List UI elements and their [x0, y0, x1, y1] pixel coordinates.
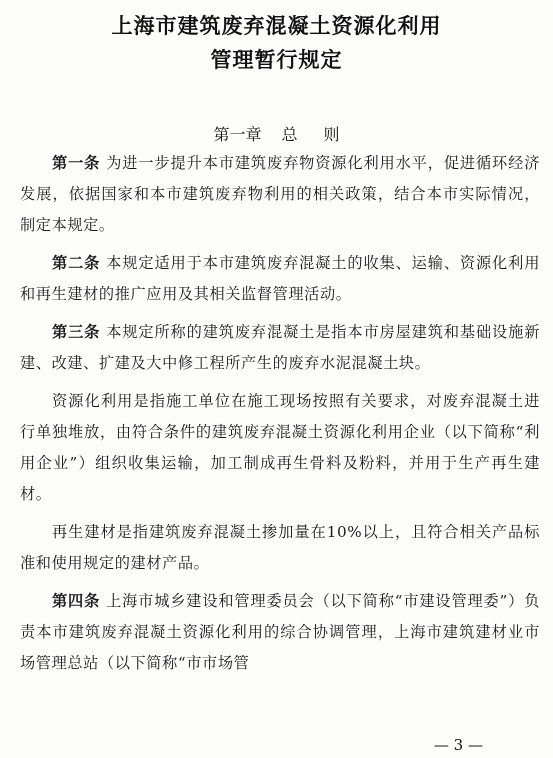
article-4 [20, 586, 540, 679]
article-2-text: 本规定适用于本市建筑废弃混凝土的收集、运输、资源化利用和再生建材的推广应用及其相关监督管理活动。 [20, 254, 540, 303]
chapter-title-char2: 则 [323, 125, 340, 144]
article-3 [20, 317, 540, 379]
article-3-paragraph-2 [20, 386, 540, 510]
article-1-lead: 第一条 [52, 154, 101, 172]
article-3-paragraph-3 [20, 517, 540, 579]
article-2-lead: 第二条 [52, 254, 101, 272]
paragraph-text: 再生建材是指建筑废弃混凝土掺加量在10%以上，且符合相关产品标准和使用规定的建材产品。 [20, 523, 540, 572]
chapter-number: 第一章 [213, 125, 262, 144]
article-4-text: 上海市城乡建设和管理委员会（以下简称“市建设管理委”）负责本市建筑废弃混凝土资源化利用的综合协调管理，上海市建筑建材业市场管理总站（以下简称“市市场管 [20, 592, 540, 672]
article-4-lead: 第四条 [52, 592, 101, 610]
article-3-lead: 第三条 [52, 323, 101, 341]
article-2 [20, 248, 540, 310]
chapter-title-char1: 总 [281, 125, 298, 144]
document-title-line2: 管理暂行规定 [210, 48, 343, 72]
article-1 [20, 148, 540, 241]
article-3-text: 本规定所称的建筑废弃混凝土是指本市房屋建筑和基础设施新建、改建、扩建及大中修工程所产生的废弃水泥混凝土块。 [20, 323, 540, 372]
paragraph-text: 资源化利用是指施工单位在施工现场按照有关要求，对废弃混凝土进行单独堆放，由符合条件的建筑废弃混凝土资源化利用企业（以下简称“利用企业”）组织收集运输，加工制成再生骨料及粉料，并用于生产再生建材。 [20, 392, 540, 503]
chapter-heading [0, 122, 553, 145]
page-number: — 3 — [433, 736, 483, 754]
document-body [20, 148, 540, 686]
article-1-text: 为进一步提升本市建筑废弃物资源化利用水平，促进循环经济发展，依据国家和本市建筑废弃物利用的相关政策，结合本市实际情况，制定本规定。 [20, 154, 540, 234]
document-title-line1: 上海市建筑废弃混凝土资源化利用 [111, 14, 442, 38]
